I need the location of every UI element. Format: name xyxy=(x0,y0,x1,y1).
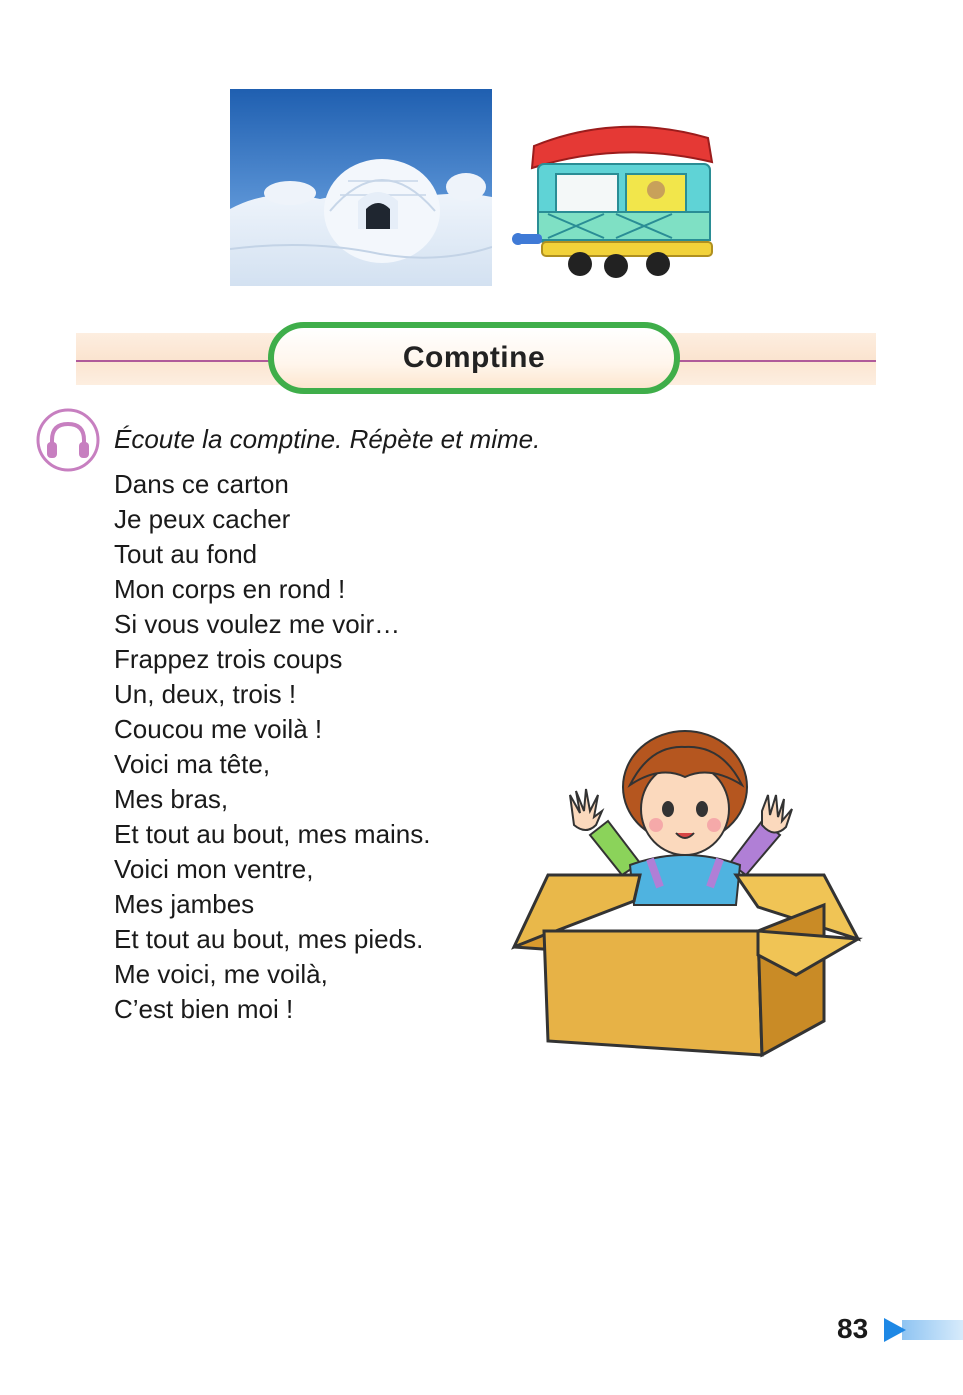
poem-line: Et tout au bout, mes mains. xyxy=(114,819,431,849)
poem-line: Un, deux, trois ! xyxy=(114,679,297,709)
page-number: 83 xyxy=(837,1313,869,1344)
instruction-text: Écoute la comptine. Répète et mime. xyxy=(114,424,541,454)
poem-line: Frappez trois coups xyxy=(114,644,343,674)
child-in-box-illustration xyxy=(500,725,870,1070)
toy-train-wagon xyxy=(508,118,724,286)
triangle-arrow-icon xyxy=(882,1317,963,1343)
poem-line: Je peux cacher xyxy=(114,504,291,534)
poem-line: Tout au fond xyxy=(114,539,258,569)
poem-line: Si vous voulez me voir… xyxy=(114,609,401,639)
poem-line: Mes jambes xyxy=(114,889,255,919)
poem-line: Voici ma tête, xyxy=(114,749,271,779)
poem xyxy=(114,467,431,1027)
headphones-icon[interactable] xyxy=(36,408,100,472)
poem-line: Et tout au bout, mes pieds. xyxy=(114,924,424,954)
poem-line: Voici mon ventre, xyxy=(114,854,314,884)
igloo-photo xyxy=(230,89,492,286)
poem-line: Mon corps en rond ! xyxy=(114,574,346,604)
title-badge xyxy=(268,322,680,394)
poem-line: C’est bien moi ! xyxy=(114,994,294,1024)
poem-line: Coucou me voilà ! xyxy=(114,714,323,744)
poem-line: Mes bras, xyxy=(114,784,229,814)
poem-line: Me voici, me voilà, xyxy=(114,959,328,989)
section-title: Comptine xyxy=(402,341,546,374)
poem-line: Dans ce carton xyxy=(114,469,289,499)
